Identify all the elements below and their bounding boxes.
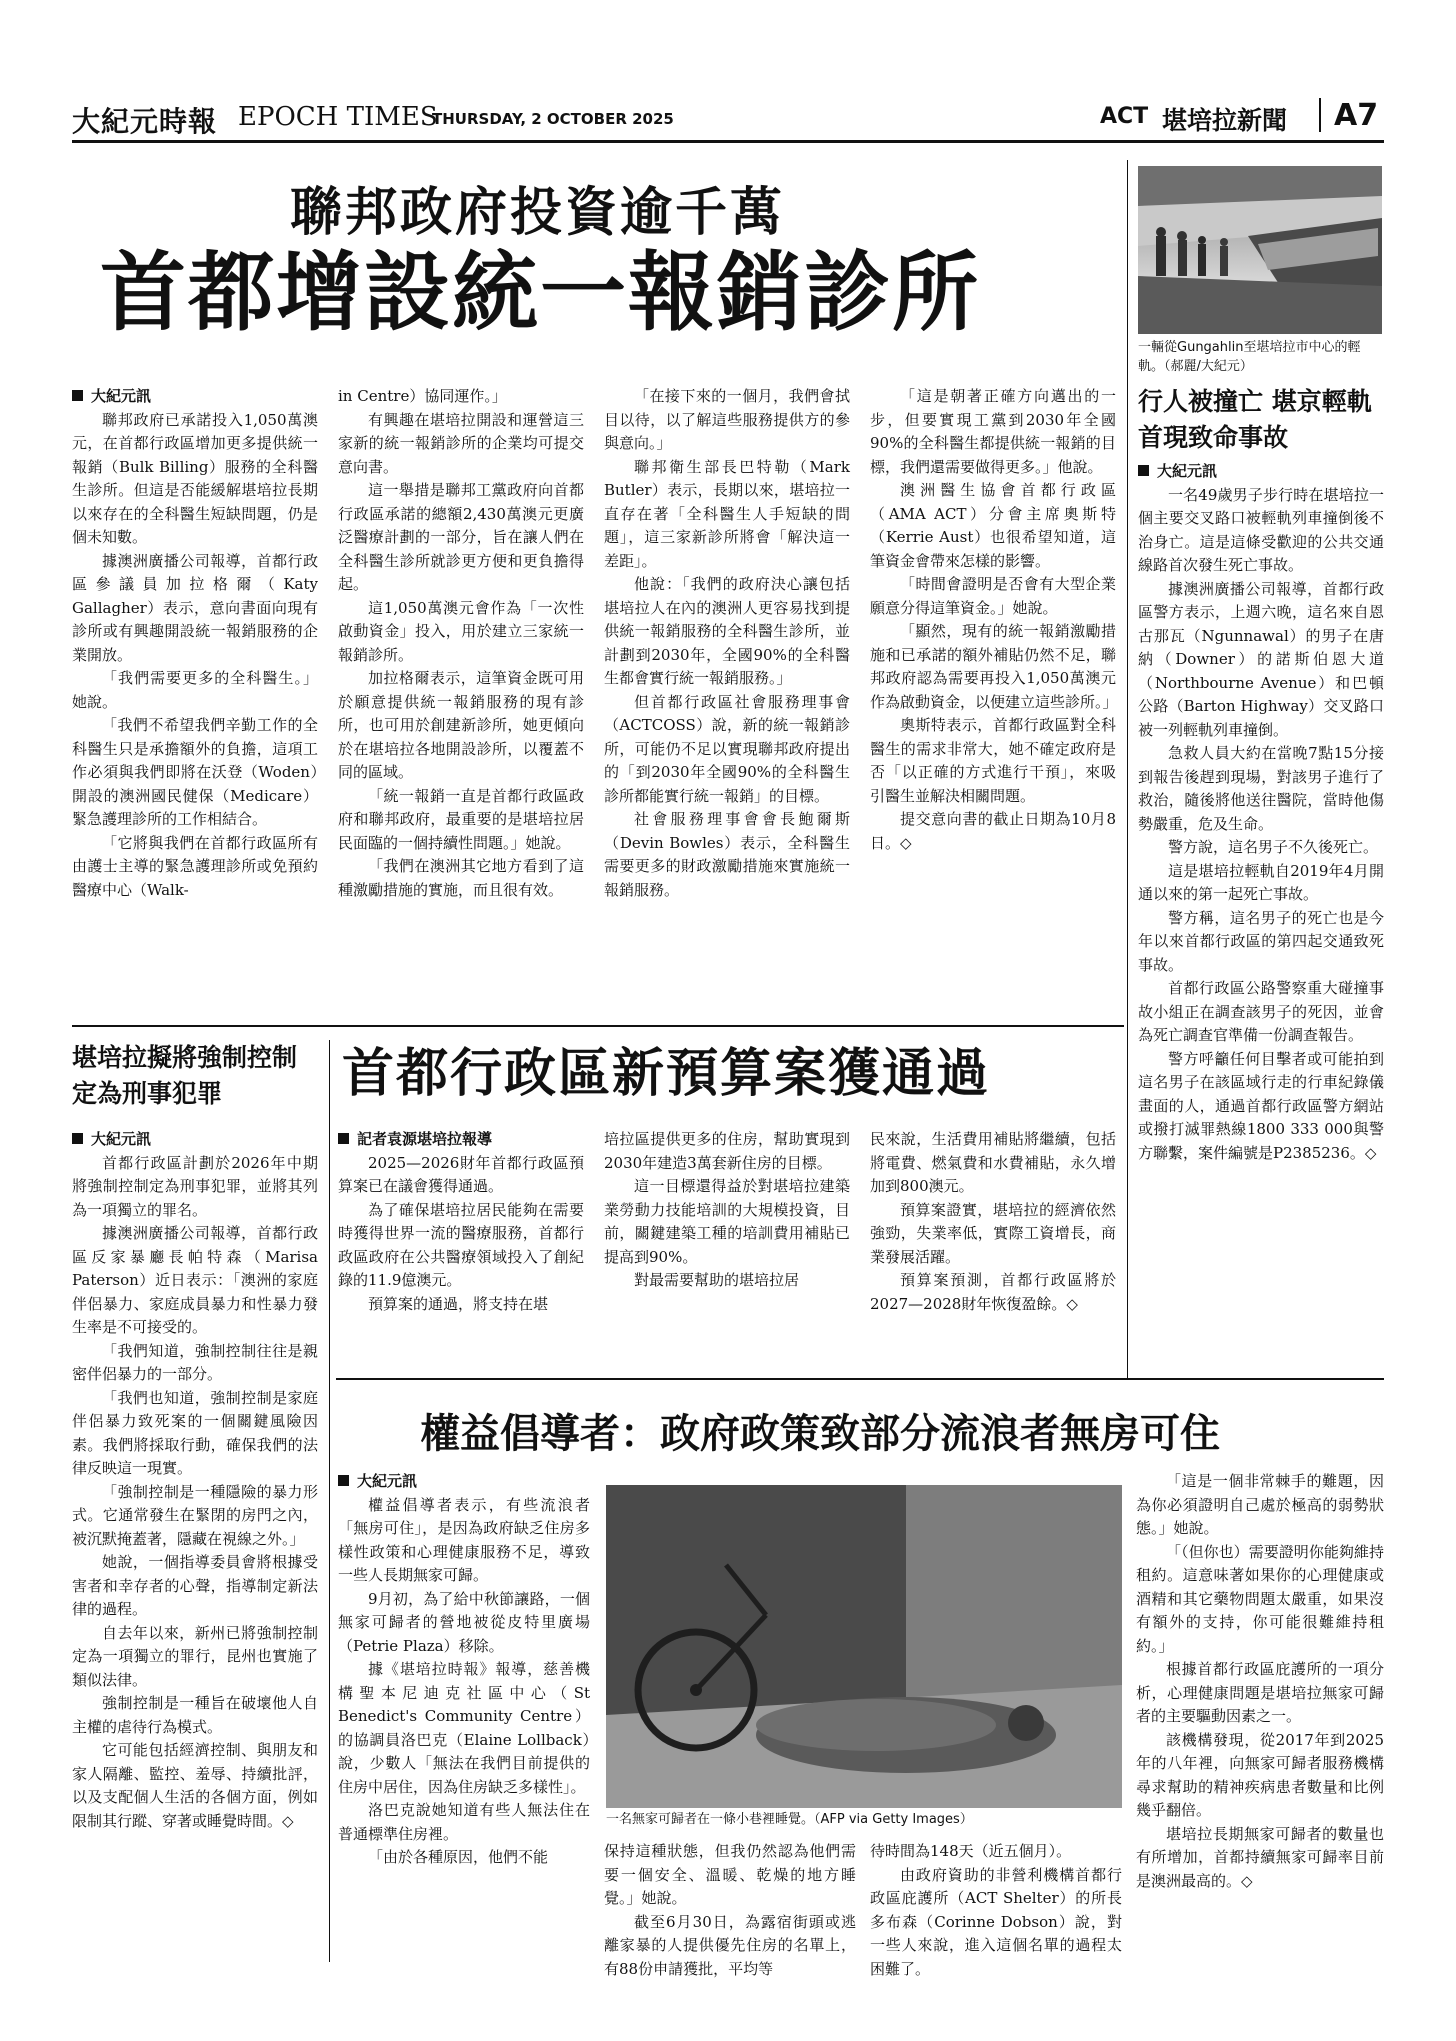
masthead-english-title: EPOCH TIMES — [238, 102, 438, 132]
paragraph: 這一目標還得益於對堪培拉建築業勞動力技能培訓的大規模投資，目前，關鍵建築工種的培訓費用補貼已提高到90%。 — [604, 1177, 850, 1266]
homeless-sleeping-illustration — [606, 1485, 1122, 1808]
paragraph: 待時間為148天（近五個月）。 — [870, 1842, 1072, 1860]
paragraph: 據澳洲廣播公司報導，首都行政區反家暴廳長帕特森（Marisa Paterson）近日表示：「澳洲的家庭伴侶暴力、家庭成員暴力和性暴力發生率是不可接受的。 — [72, 1224, 318, 1336]
paragraph: 「顯然，現有的統一報銷激勵措施和已承諾的額外補貼仍然不足，聯邦政府認為需要再投入1,050萬澳元作為啟動資金，以便建立這些診所。」 — [870, 622, 1118, 711]
paragraph: 強制控制是一種旨在破壞他人自主權的虐待行為模式。 — [72, 1694, 318, 1736]
paragraph: 但首都行政區社會服務理事會（ACTCOSS）說，新的統一報銷診所，可能仍不足以實現聯邦政府提出的「到2030年全國90%的全科醫生診所都能實行統一報銷」的目標。 — [604, 692, 850, 805]
paragraph: 2025—2026財年首都行政區預算案已在議會獲得通過。 — [338, 1153, 584, 1195]
article-a-headline: 首都增設統一報銷診所 — [100, 242, 980, 343]
paragraph: 自去年以來，新州已將強制控制定為一項獨立的罪行，昆州也實施了類似法律。 — [72, 1623, 318, 1689]
paragraph: 為了確保堪培拉居民能夠在需要時獲得世界一流的醫療服務，首都行政區政府在公共醫療領域投入了創紀錄的11.9億澳元。 — [338, 1200, 584, 1289]
article-e-column-4 — [1136, 1470, 1384, 1960]
paragraph: 「它將與我們在首都行政區所有由護士主導的緊急護理診所或免預約醫療中心（Walk- — [72, 833, 318, 899]
paragraph: 9月初，為了給中秋節讓路，一個無家可歸者的營地被從皮特里廣場（Petrie Plaza）移除。 — [338, 1589, 590, 1655]
article-c-column-2 — [604, 1128, 850, 1368]
article-c-byline: 記者袁源堪培拉報導 — [338, 1128, 584, 1152]
paragraph: 預算案證實，堪培拉的經濟依然強勁，失業率低，實際工資增長，商業發展活躍。 — [870, 1200, 1116, 1266]
masthead-date: THURSDAY, 2 OCTOBER 2025 — [432, 110, 674, 128]
article-a-byline: 大紀元訊 — [72, 385, 318, 409]
masthead-logo: 大紀元時報 — [72, 105, 218, 138]
paragraph: 截至6月30日，為露宿街頭或逃離家暴的人提供優先住房的名單上，有88份申請獲批，平均等 — [604, 1912, 856, 1978]
paragraph: 提交意向書的截止日期為10月8日。◇ — [870, 810, 1116, 852]
paragraph: 「我們需要更多的全科醫生。」她說。 — [72, 669, 318, 711]
paragraph: 她說，一個指導委員會將根據受害者和幸存者的心聲，指導制定新法律的過程。 — [72, 1553, 318, 1618]
paragraph: 「在接下來的一個月，我們會拭目以待，以了解這些服務提供方的參與意向。」 — [604, 387, 850, 452]
paragraph: 洛巴克說她知道有些人無法住在普通標準住房裡。 — [338, 1801, 590, 1843]
paragraph: 它可能包括經濟控制、與朋友和家人隔離、監控、羞辱、持續批評，以及支配個人生活的各個方面，例如限制其行蹤、穿著或睡覺時間。◇ — [72, 1741, 318, 1830]
light-rail-photo — [1138, 166, 1382, 334]
article-c-column-3 — [870, 1128, 1116, 1368]
paragraph: 警方說，這名男子不久後死亡。 — [1168, 838, 1379, 856]
article-d-body — [72, 1128, 318, 1958]
paragraph: in Centre）協同運作。」 — [338, 387, 507, 405]
paragraph: 「統一報銷一直是首都行政區政府和聯邦政府，最重要的是堪培拉居民面臨的一個持續性問題。」她說。 — [338, 786, 584, 852]
homeless-photo-caption: 一名無家可歸者在一條小巷裡睡覺。（AFP via Getty Images） — [606, 1812, 973, 1827]
paragraph: 「我們知道，強制控制往往是親密伴侶暴力的一部分。 — [72, 1341, 318, 1383]
paragraph: 這1,050萬澳元會作為「一次性啟動資金」投入，用於建立三家統一報銷診所。 — [338, 598, 584, 664]
paragraph: 權益倡導者表示，有些流浪者「無房可住」，是因為政府缺乏住房多樣性政策和心理健康服務不足，導致一些人長期無家可歸。 — [338, 1495, 590, 1584]
paragraph: 一名49歲男子步行時在堪培拉一個主要交叉路口被輕軌列車撞倒後不治身亡。這是這條受歡迎的公共交通線路首次發生死亡事故。 — [1138, 485, 1384, 574]
paragraph: 澳洲醫生協會首都行政區（AMA ACT）分會主席奧斯特（Kerrie Aust）也很希望知道，這筆資金會帶來怎樣的影響。 — [870, 481, 1116, 570]
paragraph: 民來說，生活費用補貼將繼續，包括將電費、燃氣費和水費補貼，永久增加到800澳元。 — [870, 1130, 1116, 1195]
article-b-headline: 行人被撞亡 堪京輕軌首現致命事故 — [1138, 387, 1372, 452]
paragraph: 保持這種狀態，但我仍然認為他們需要一個安全、溫暖、乾燥的地方睡覺。」她說。 — [604, 1842, 856, 1907]
paragraph: 該機構發現，從2017年到2025年的八年裡，向無家可歸者服務機構尋求幫助的精神疾病患者數量和比例幾乎翻倍。 — [1136, 1730, 1384, 1819]
article-e-column-1 — [338, 1470, 590, 1960]
masthead-region: ACT — [1100, 104, 1149, 129]
masthead-separator — [1319, 98, 1321, 132]
paragraph: 預算案的通過，將支持在堪 — [368, 1294, 549, 1313]
article-a-subheadline: 聯邦政府投資逾千萬 — [290, 182, 786, 243]
article-e-headline: 權益倡導者：政府政策致部分流浪者無房可住 — [420, 1411, 1220, 1457]
light-rail-illustration — [1138, 166, 1382, 334]
paragraph: 對最需要幫助的堪培拉居 — [634, 1271, 800, 1289]
column-divider-left — [329, 1040, 330, 1962]
article-d-byline: 大紀元訊 — [72, 1128, 318, 1152]
paragraph: 預算案預測，首都行政區將於2027—2028財年恢復盈餘。◇ — [870, 1271, 1116, 1313]
light-rail-photo-caption: 一輛從Gungahlin至堪培拉市中心的輕軌。（郝麗/大紀元） — [1138, 340, 1361, 374]
paragraph: 據澳洲廣播公司報導，首都行政區參議員加拉格爾（Katy Gallagher）表示，意向書面向現有診所或有興趣開設統一報銷服務的企業開放。 — [72, 551, 318, 664]
article-e-byline: 大紀元訊 — [338, 1470, 590, 1494]
paragraph: 警方呼籲任何目擊者或可能拍到這名男子在該區域行走的行車紀錄儀畫面的人，通過首都行政區警方網站或撥打滅罪熱線1800 333 000與警方聯繫，案件編號是P2385236。◇ — [1138, 1049, 1384, 1162]
paragraph: 「由於各種原因，他們不能 — [368, 1848, 549, 1866]
section-rule-bottom — [336, 1378, 1384, 1380]
article-b-byline: 大紀元訊 — [1138, 460, 1384, 484]
paragraph: 「我們也知道，強制控制是家庭伴侶暴力致死案的一個關鍵風險因素。我們將採取行動，確保我們的法律反映這一現實。 — [72, 1388, 318, 1477]
article-c-headline: 首都行政區新預算案獲通過 — [342, 1043, 991, 1104]
paragraph: 急救人員大約在當晚7點15分接到報告後趕到現場，對該男子進行了救治，隨後將他送往醫院，當時他傷勢嚴重，危及生命。 — [1138, 744, 1384, 833]
article-c-column-1 — [338, 1128, 584, 1368]
homeless-sleeping-photo — [606, 1485, 1122, 1808]
paragraph: 「這是朝著正確方向邁出的一步，但要實現工黨到2030年全國90%的全科醫生都提供統一報銷的目標，我們還需要做得更多。」他說。 — [870, 387, 1116, 476]
paragraph: 「時間會證明是否會有大型企業願意分得這筆資金。」她說。 — [870, 575, 1116, 617]
paragraph: 「強制控制是一種隱險的暴力形式。它通常發生在緊閉的房門之內，被沉默掩蓋著，隱藏在視線之外。」 — [72, 1482, 318, 1548]
masthead-section: 堪培拉新聞 — [1162, 106, 1288, 135]
paragraph: 據澳洲廣播公司報導，首都行政區警方表示，上週六晚，這名來自恩古那瓦（Ngunnawal）的男子在唐納（Downer）的諾斯伯恩大道（Northbourne Avenue）和巴頓公路（Barton Highway）交叉路口被一列輕軌列車撞倒。 — [1138, 579, 1384, 739]
article-a-column-3 — [604, 385, 850, 1000]
paragraph: 奧斯特表示，首都行政區對全科醫生的需求非常大，她不確定政府是否「以正確的方式進行干預」，來吸引醫生並解決相關問題。 — [870, 716, 1116, 805]
paragraph: 「我們不希望我們辛勤工作的全科醫生只是承擔額外的負擔，這項工作必須與我們即將在沃登（Woden）開設的澳洲國民健保（Medicare）緊急護理診所的工作相結合。 — [72, 716, 318, 828]
paragraph: 「（但你也）需要證明你能夠維持租約。這意味著如果你的心理健康或酒精和其它藥物問題太嚴重，如果沒有額外的支持，你可能很難維持租約。」 — [1136, 1542, 1384, 1655]
article-d-headline: 堪培拉擬將強制控制定為刑事犯罪 — [72, 1043, 298, 1108]
paragraph: 聯邦衛生部長巴特勒（Mark Butler）表示，長期以來，堪培拉一直存在著「全科醫生人手短缺的問題」，這三家新診所將會「解決這一差距」。 — [604, 457, 850, 570]
column-divider-right — [1127, 160, 1128, 1380]
paragraph: 這是堪培拉輕軌自2019年4月開通以來的第一起死亡事故。 — [1138, 861, 1384, 903]
article-a-column-1 — [72, 385, 318, 1000]
section-rule-top — [72, 1025, 1124, 1027]
paragraph: 「我們在澳洲其它地方看到了這種激勵措施的實施，而且很有效。 — [338, 857, 584, 899]
paragraph: 他說：「我們的政府決心讓包括堪培拉人在內的澳洲人更容易找到提供統一報銷服務的全科醫生診所，並計劃到2030年，全國90%的全科醫生都會實行統一報銷服務。」 — [604, 575, 850, 687]
article-e-column-2 — [604, 1840, 856, 1978]
paragraph: 警方稱，這名男子的死亡也是今年以來首都行政區的第四起交通致死事故。 — [1138, 908, 1384, 974]
paragraph: 首都行政區公路警察重大碰撞事故小組正在調查該男子的死因，並會為死亡調查官準備一份調查報告。 — [1138, 979, 1384, 1044]
masthead-rule — [72, 140, 1384, 143]
paragraph: 首都行政區計劃於2026年中期將強制控制定為刑事犯罪，並將其列為一項獨立的罪名。 — [72, 1153, 318, 1219]
paragraph: 加拉格爾表示，這筆資金既可用於願意提供統一報銷服務的現有診所，也可用於創建新診所，她更傾向於在堪培拉各地開設診所，以覆蓋不同的區域。 — [338, 669, 584, 781]
article-e-column-3 — [870, 1840, 1122, 1978]
article-a-column-4 — [870, 385, 1116, 1000]
paragraph: 據《堪培拉時報》報導，慈善機構聖本尼迪克社區中心（St Benedict's Community Centre）的協調員洛巴克（Elaine Lollback）說，少數人「無法在我們目前提供的住房中居住，因為住房缺乏多樣性」。 — [338, 1660, 590, 1796]
paragraph: 堪培拉長期無家可歸者的數量也有所增加，首都持續無家可歸率目前是澳洲最高的。◇ — [1136, 1824, 1384, 1890]
paragraph: 「這是一個非常棘手的難題，因為你必須證明自己處於極高的弱勢狀態。」她說。 — [1136, 1472, 1384, 1537]
paragraph: 根據首都行政區庇護所的一項分析，心理健康問題是堪培拉無家可歸者的主要驅動因素之一。 — [1136, 1660, 1384, 1725]
article-b-body — [1138, 460, 1384, 1365]
paragraph: 社會服務理事會會長鮑爾斯（Devin Bowles）表示，全科醫生需要更多的財政激勵措施來實施統一報銷服務。 — [604, 810, 850, 899]
article-a-column-2 — [338, 385, 584, 1000]
paragraph: 由政府資助的非營利機構首都行政區庇護所（ACT Shelter）的所長多布森（Corinne Dobson）說，對一些人來說，進入這個名單的過程太困難了。 — [870, 1865, 1122, 1978]
paragraph: 這一舉措是聯邦工黨政府向首都行政區承諾的總額2,430萬澳元更廣泛醫療計劃的一部分，旨在讓人們在全科醫生診所就診更方便和更負擔得起。 — [338, 481, 584, 593]
paragraph: 培拉區提供更多的住房，幫助實現到2030年建造3萬套新住房的目標。 — [604, 1130, 850, 1172]
masthead-page-number: A7 — [1334, 98, 1379, 133]
paragraph: 聯邦政府已承諾投入1,050萬澳元，在首都行政區增加更多提供統一報銷（Bulk Billing）服務的全科醫生診所。但這是否能緩解堪培拉長期以來存在的全科醫生短缺問題，仍是個未知數。 — [72, 410, 318, 546]
paragraph: 有興趣在堪培拉開設和運營這三家新的統一報銷診所的企業均可提交意向書。 — [338, 410, 584, 476]
